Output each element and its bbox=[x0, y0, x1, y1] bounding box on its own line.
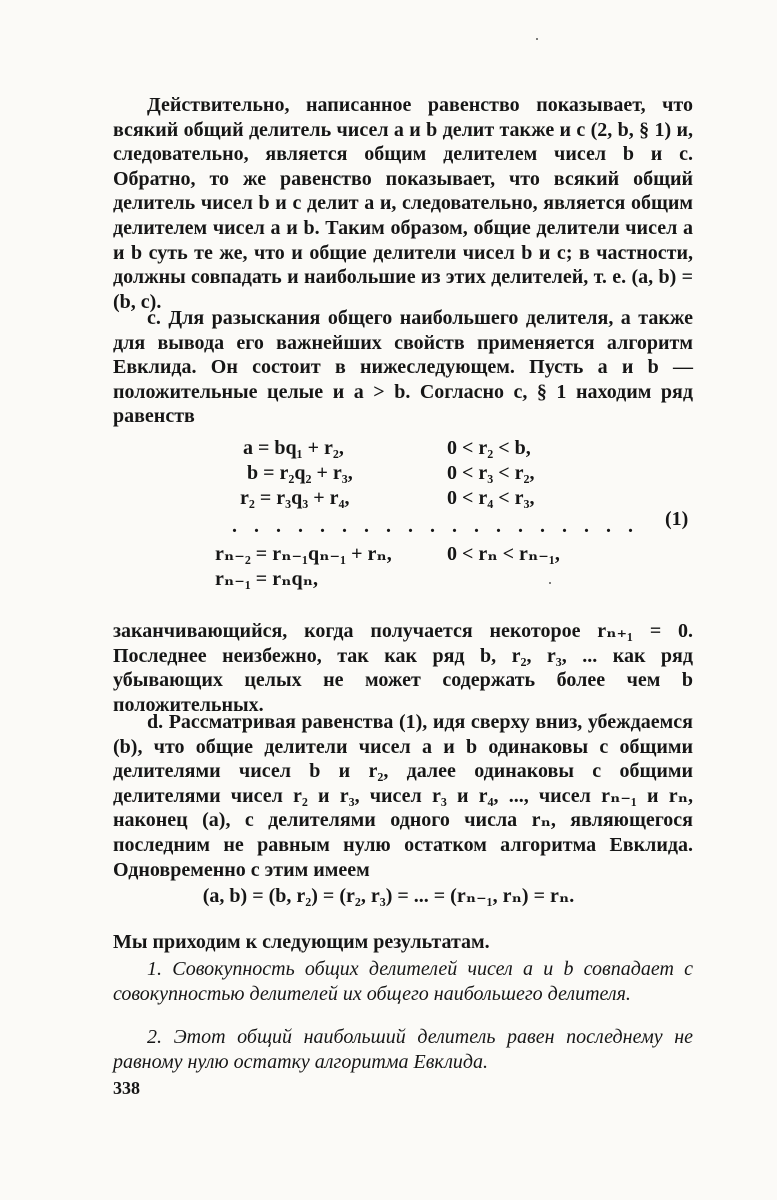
equation-left: r₂ = r₃q₃ + r₄, bbox=[240, 487, 350, 509]
print-speck bbox=[536, 38, 538, 40]
equation-right: 0 < r₂ < b, bbox=[447, 437, 531, 459]
equation-left: rₙ₋₂ = rₙ₋₁qₙ₋₁ + rₙ, bbox=[215, 543, 392, 565]
equation-ellipsis: . . . . . . . . . . . . . . . . . . . bbox=[232, 515, 639, 537]
paragraph-2: c. Для разыскания общего наибольшего делителя, а также для вывода его важнейших свойств применяется алгоритм Евклида. Он состоит в нижеследующем. Пусть a и b — положительные целые и a > b. Согласно c, § 1 находим ряд равенств bbox=[113, 307, 693, 428]
equation-right: 0 < rₙ < rₙ₋₁, bbox=[447, 543, 560, 565]
equation-left: a = bq₁ + r₂, bbox=[243, 437, 344, 459]
equation-right: 0 < r₄ < r₃, bbox=[447, 487, 535, 509]
print-speck bbox=[549, 582, 551, 584]
result-1: 1. Совокупность общих делителей чисел a и b совпадает с совокупностью делителей их общего наибольшего делителя. bbox=[113, 958, 693, 1005]
result-2: 2. Этот общий наибольший делитель равен последнему не равному нулю остатку алгоритма Евклида. bbox=[113, 1026, 693, 1073]
display-equation: (a, b) = (b, r₂) = (r₂, r₃) = ... = (rₙ₋₁, rₙ) = rₙ. bbox=[202, 885, 575, 907]
equation-number: (1) bbox=[665, 508, 689, 530]
paragraph-4: d. Рассматривая равенства (1), идя сверху вниз, убеждаемся (b), что общие делители чисел a и b одинаковы с общими делителями чисел b и r₂, далее одинаковы с общими делителями чисел r₂ и r₃, чисел r₃ и r₄, ..., чисел rₙ₋₁ и rₙ, наконец (a), с делителями одного числа rₙ, являющегося последним не равным нулю остатком алгоритма Евклида. Одновременно с этим имеем bbox=[113, 711, 693, 881]
page-number: 338 bbox=[113, 1078, 140, 1098]
equation-left: rₙ₋₁ = rₙqₙ, bbox=[215, 568, 318, 590]
paragraph-1: Действительно, написанное равенство показывает, что всякий общий делитель чисел a и b делит также и c (2, b, § 1) и, следовательно, является общим делителем чисел b и c. Обратно, то же равенство показывает, что всякий общий делитель чисел b и c делит a и, следовательно, является общим делителем чисел a и b. Таким образом, общие делители чисел a и b суть те же, что и общие делители чисел b и c; в частности, должны совпадать и наибольшие из этих делителей, т. е. (a, b) = (b, c). bbox=[113, 94, 693, 313]
paragraph-3: заканчивающийся, когда получается некоторое rₙ₊₁ = 0. Последнее неизбежно, так как ряд b, r₂, r₃, ... как ряд убывающих целых не может содержать более чем b положительных. bbox=[113, 620, 693, 716]
equation-right: 0 < r₃ < r₂, bbox=[447, 462, 535, 484]
equation-left: b = r₂q₂ + r₃, bbox=[247, 462, 353, 484]
paragraph-5: Мы приходим к следующим результатам. bbox=[113, 931, 490, 953]
